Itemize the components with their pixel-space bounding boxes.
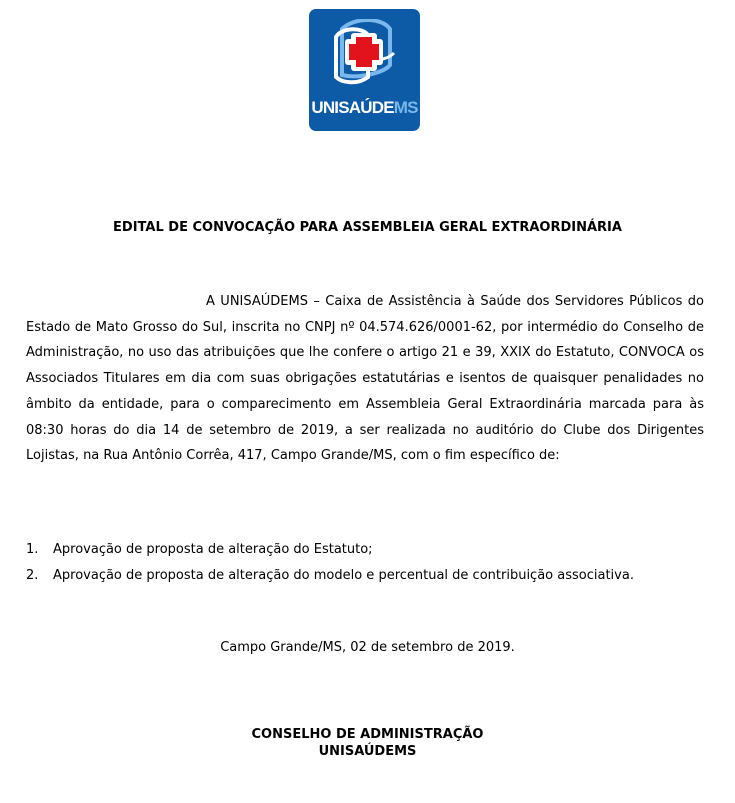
signature-block [0, 726, 735, 760]
list-item [26, 541, 716, 567]
signature-line-council: CONSELHO DE ADMINISTRAÇÃO [251, 727, 484, 742]
agenda-list [26, 541, 716, 592]
document-title: EDITAL DE CONVOCAÇÃO PARA ASSEMBLEIA GERAL EXTRAORDINÁRIA [113, 220, 622, 235]
place-and-date: Campo Grande/MS, 02 de setembro de 2019. [220, 640, 515, 655]
list-item-text: Aprovação de proposta de alteração do Estatuto; [53, 542, 373, 557]
health-cross-icon [328, 19, 401, 89]
logo-wordmark: UNISAÚDEMS [311, 98, 418, 117]
list-item-number: 1. [26, 542, 39, 557]
list-item [26, 567, 716, 593]
list-item-number: 2. [26, 567, 39, 583]
list-item-text: Aprovação de proposta de alteração do modelo e percentual de contribuição associativa. [53, 567, 634, 583]
signature-line-organization: UNISAÚDEMS [318, 744, 417, 759]
convocation-paragraph: A UNISAÚDEMS – Caixa de Assistência à Saúde dos Servidores Públicos do Estado de Mato Grosso do Sul, inscrita no CNPJ nº 04.574.626/0001-62, por intermédio do Conselho de Administração, no uso das atribuições que lhe confere o artigo 21 e 39, XXIX do Estatuto, CONVOCA os Associados Titulares em dia com suas obrigações estatutárias e isentos de quaisquer penalidades no âmbito da entidade, para o comparecimento em Assembleia Geral Extraordinária marcada para às 08:30 horas do dia 14 de setembro de 2019, a ser realizada no auditório do Clube dos Dirigentes Lojistas, na Rua Antônio Corrêa, 417, Campo Grande/MS, com o fim específico de: [26, 294, 704, 464]
unisaudems-logo [309, 9, 420, 131]
